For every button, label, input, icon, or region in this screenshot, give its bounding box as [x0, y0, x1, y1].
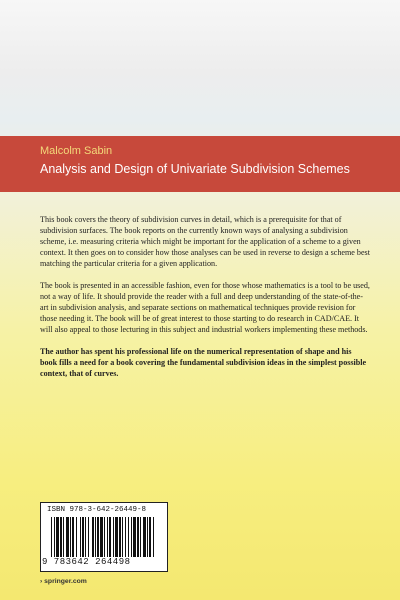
barcode-stripe	[128, 517, 129, 557]
barcode-stripe	[92, 517, 94, 557]
barcode-stripe	[100, 517, 103, 557]
barcode-stripe	[72, 517, 74, 557]
barcode-stripe	[85, 517, 86, 557]
barcode-stripe	[125, 517, 126, 557]
barcode-stripe	[143, 517, 146, 557]
blurb-paragraph-1: This book covers the theory of subdivision curves in detail, which is a prerequisite for that of subdivision surfaces. The book reports on the currently known ways of analysing a subdivision scheme, i.e. measuring criteria which might be important for the application of a scheme to a given context. It then goes on to consider how those analyses can be used in reverse to design a scheme best matching the particular criteria for a given application.	[40, 215, 370, 268]
barcode-stripe	[66, 517, 69, 557]
barcode-stripe	[131, 517, 132, 557]
barcode-stripe	[70, 517, 71, 557]
barcode-stripe	[149, 517, 151, 557]
isbn-barcode	[40, 502, 168, 572]
barcode-stripe	[95, 517, 96, 557]
isbn-label: ISBN 978-3-642-26449-8	[47, 506, 147, 514]
barcode-stripe	[122, 517, 123, 557]
barcode-stripe	[133, 517, 136, 557]
book-title: Analysis and Design of Univariate Subdivision Schemes	[40, 162, 350, 176]
barcode-stripe	[107, 517, 108, 557]
blurb-paragraph-2: The book is presented in an accessible fashion, even for those whose mathematics is a tool to be used, not a way of life. It should provide the reader with a full and deep understanding of the state-of-the-art in subdivision analysis, and separate sections on mathematical techniques provide revision for those needing it. The book will be of great interest to those starting to do research in CAD/CAE. It will also appeal to those lecturing in this subject and industrial workers implementing these methods.	[40, 281, 370, 334]
barcode-stripe	[54, 517, 55, 557]
publisher-link[interactable]: › springer.com	[40, 578, 87, 585]
barcode-digits: 9 783642 264498	[42, 557, 131, 567]
barcode-stripe	[115, 517, 118, 557]
barcode-stripe	[153, 517, 154, 557]
barcode-stripe	[113, 517, 114, 557]
blurb-paragraph-3: The author has spent his professional life on the numerical representation of shape and his book fills a need for a book covering the fundamental subdivision ideas in the simplest possible context, that of curves.	[40, 347, 367, 378]
barcode-stripe	[137, 517, 139, 557]
barcode-stripe	[80, 517, 81, 557]
barcode-stripe	[56, 517, 59, 557]
barcode-stripe	[147, 517, 148, 557]
barcode-stripe	[51, 517, 52, 557]
barcode-bars	[51, 517, 157, 557]
barcode-stripe	[76, 517, 77, 557]
blurb	[40, 214, 370, 390]
barcode-stripe	[63, 517, 64, 557]
barcode-stripe	[82, 517, 84, 557]
barcode-stripe	[140, 517, 141, 557]
barcode-stripe	[109, 517, 111, 557]
barcode-stripe	[88, 517, 89, 557]
barcode-stripe	[119, 517, 121, 557]
barcode-stripe	[97, 517, 99, 557]
barcode-stripe	[60, 517, 62, 557]
barcode-stripe	[104, 517, 105, 557]
author-name: Malcolm Sabin	[40, 145, 113, 157]
